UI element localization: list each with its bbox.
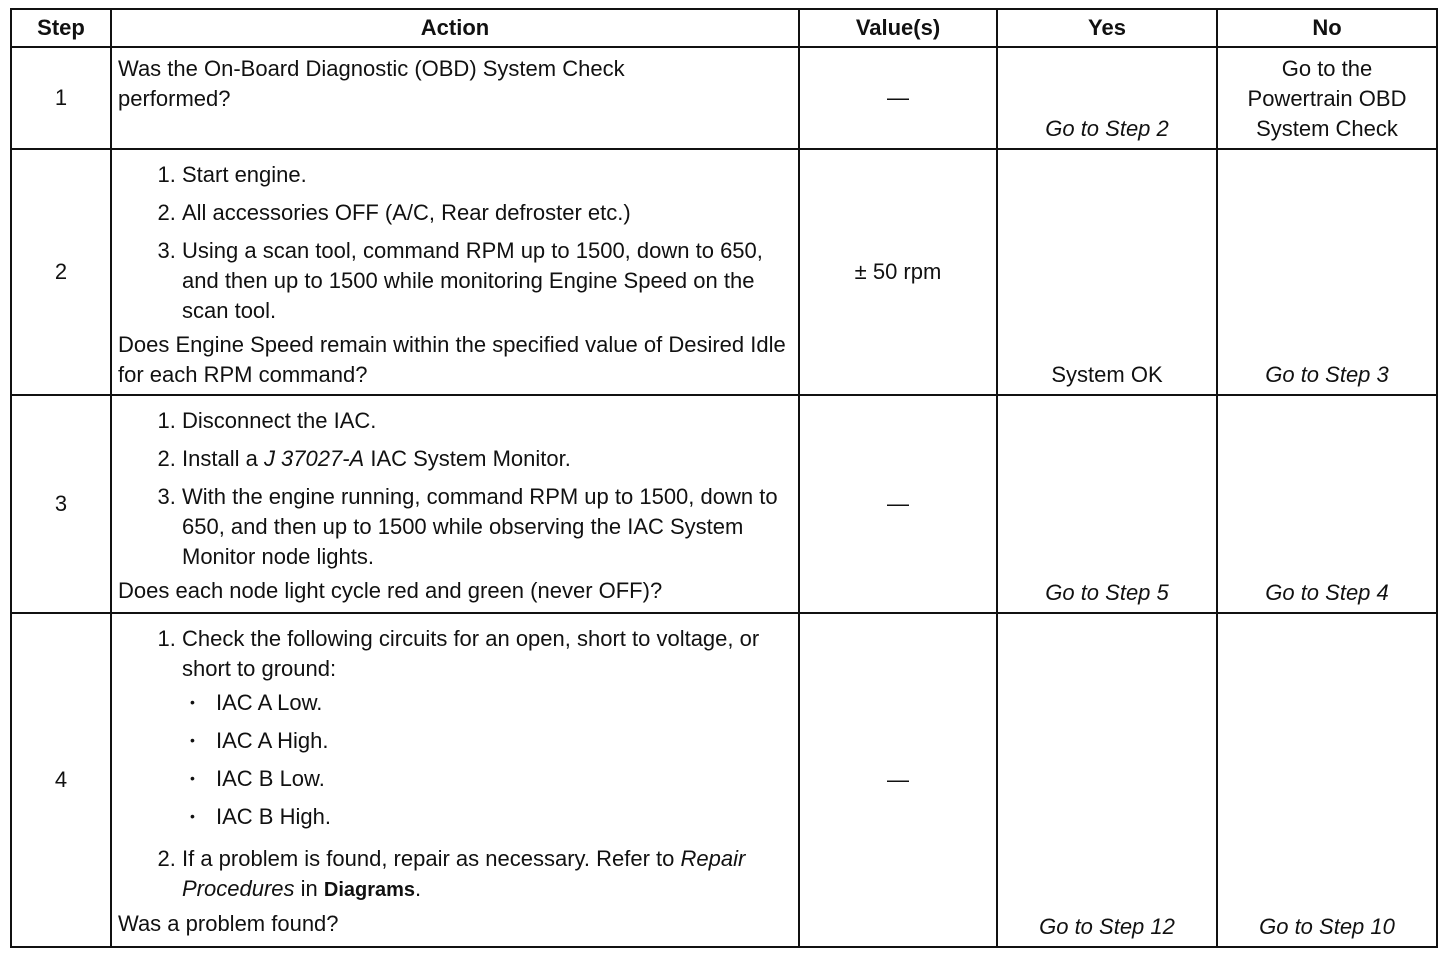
action-cell [111,395,799,613]
no-cell: Go to Step 3 [1217,149,1437,395]
yes-cell: System OK [997,149,1217,395]
value-cell: — [799,613,997,947]
header-action: Action [111,9,799,47]
action-step-item [182,840,788,909]
header-values: Value(s) [799,9,997,47]
action-text: Install a [182,446,264,471]
action-steps [118,620,788,909]
action-step-item [182,440,788,478]
action-step-item [182,620,788,840]
action-text: in [294,876,324,901]
step-question: Was the On-Board Diagnostic (OBD) System Check performed? [118,56,625,111]
yes-cell: Go to Step 12 [997,613,1217,947]
action-text: Check the following circuits for an open, short to voltage, or short to ground: [182,626,760,681]
table-row [11,613,1437,947]
action-text: If a problem is found, repair as necessary. Refer to [182,846,681,871]
step-number: 4 [11,613,111,947]
circuit-list [182,684,788,836]
tool-name: J 37027-A [263,446,365,471]
header-step: Step [11,9,111,47]
action-cell [111,149,799,395]
action-steps [118,402,788,576]
value-cell: — [799,47,997,149]
action-text: IAC System Monitor. [364,446,571,471]
action-step-item: 1. Disconnect the IAC. [182,402,788,440]
no-cell: Go to Step 4 [1217,395,1437,613]
action-step-item: 3. With the engine running, command RPM up to 1500, down to 650, and then up to 1500 while observing the IAC System Monitor node lights. [182,478,788,576]
action-step-item: 1. Start engine. [182,156,788,194]
table-row [11,47,1437,149]
value-cell: — [799,395,997,613]
circuit-item: • IAC A High. [216,722,788,760]
action-step-item: 3. Using a scan tool, command RPM up to 1500, down to 650, and then up to 1500 while monitoring Engine Speed on the scan tool. [182,232,788,330]
table-row [11,149,1437,395]
step-question: Does Engine Speed remain within the specified value of Desired Idle for each RPM command? [118,332,786,387]
no-cell: Go to Step 10 [1217,613,1437,947]
value-cell: ± 50 rpm [799,149,997,395]
reference-section: Diagrams [323,879,416,901]
diagnostic-table [10,8,1438,948]
header-no: No [1217,9,1437,47]
circuit-item: • IAC B Low. [216,760,788,798]
step-question: Was a problem found? [118,911,339,936]
action-cell [111,47,799,149]
step-question: Does each node light cycle red and green (never OFF)? [118,578,663,603]
reference-link: Repair Procedures [182,846,746,901]
yes-cell: Go to Step 2 [997,47,1217,149]
action-cell [111,613,799,947]
action-text: . [415,876,422,901]
action-steps [118,156,788,330]
step-number: 1 [11,47,111,149]
action-step-item: 2. All accessories OFF (A/C, Rear defroster etc.) [182,194,788,232]
table-row [11,395,1437,613]
no-cell: Go to the Powertrain OBD System Check [1217,47,1437,149]
step-number: 3 [11,395,111,613]
header-yes: Yes [997,9,1217,47]
circuit-item: • IAC B High. [216,798,788,836]
yes-cell: Go to Step 5 [997,395,1217,613]
header-row [11,9,1437,47]
step-number: 2 [11,149,111,395]
circuit-item: • IAC A Low. [216,684,788,722]
